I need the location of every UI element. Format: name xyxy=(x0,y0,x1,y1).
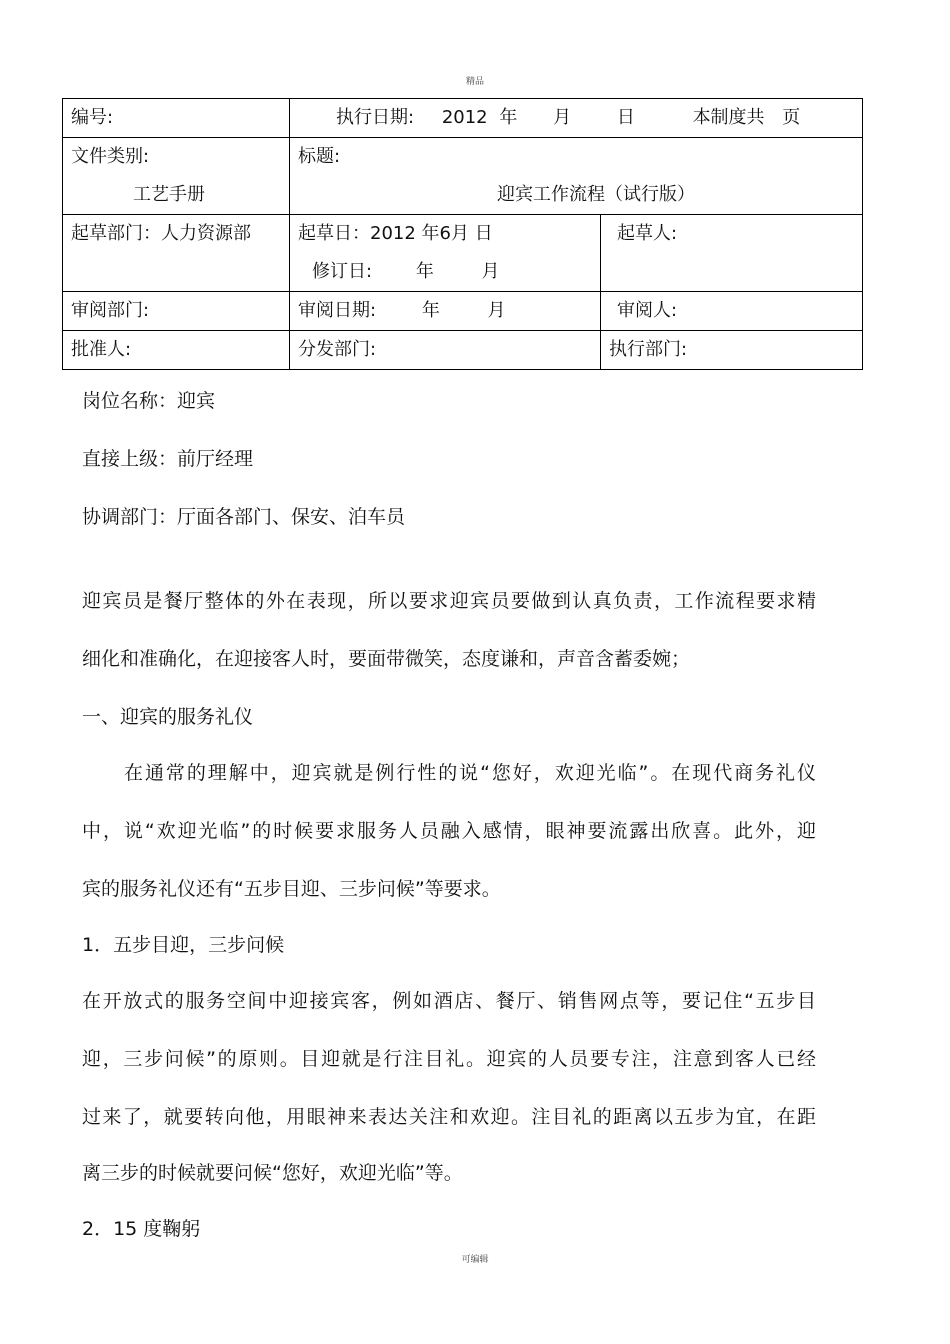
draft-date-cell: 起草日：2012 年6月 日 修订日: 年 月 xyxy=(290,215,601,292)
title-cell: 标题: 迎宾工作流程（试行版） xyxy=(290,138,863,215)
draft-dept-cell: 起草部门：人力资源部 xyxy=(63,215,290,292)
reviewer-cell: 审阅人: xyxy=(601,292,863,331)
subsection-2-heading: 2．15 度鞠躬 xyxy=(82,1218,201,1240)
section-1-heading: 一、迎宾的服务礼仪 xyxy=(82,706,254,728)
exec-date-cell: 执行日期: 2012 年 月 日 本制度共 页 xyxy=(290,99,863,138)
para1-line-3: 宾的服务礼仪还有“五步目迎、三步问候”等要求。 xyxy=(82,878,501,900)
coord-depts: 协调部门：厅面各部门、保安、泊车员 xyxy=(82,506,406,528)
para1-line-2: 中，说“欢迎光临”的时候要求服务人员融入感情，眼神要流露出欣喜。此外，迎 xyxy=(82,820,816,842)
subsection-1-heading: 1．五步目迎，三步问候 xyxy=(82,934,285,956)
code-cell: 编号: xyxy=(63,99,290,138)
para2-line-2: 迎，三步问候”的原则。目迎就是行注目礼。迎宾的人员要专注，注意到客人已经 xyxy=(82,1048,816,1070)
review-date-cell: 审阅日期: 年 月 xyxy=(290,292,601,331)
para2-line-3: 过来了，就要转向他，用眼神来表达关注和欢迎。注目礼的距离以五步为宜，在距 xyxy=(82,1106,816,1128)
dist-dept-cell: 分发部门: xyxy=(290,331,601,370)
drafter-cell: 起草人: xyxy=(601,215,863,292)
page-header: 精品 xyxy=(465,77,484,87)
para2-line-4: 离三步的时候就要问候“您好，欢迎光临”等。 xyxy=(82,1162,463,1184)
para1-line-1: 在通常的理解中，迎宾就是例行性的说“您好，欢迎光临”。在现代商务礼仪 xyxy=(124,762,816,784)
intro-line-1: 迎宾员是餐厅整体的外在表现，所以要求迎宾员要做到认真负责，工作流程要求精 xyxy=(82,590,816,612)
para2-line-1: 在开放式的服务空间中迎接宾客，例如酒店、餐厅、销售网点等，要记住“五步目 xyxy=(82,990,816,1012)
direct-superior: 直接上级：前厅经理 xyxy=(82,448,254,470)
intro-line-2: 细化和准确化，在迎接客人时，要面带微笑，态度谦和，声音含蓄委婉； xyxy=(82,648,691,670)
approver-cell: 批准人: xyxy=(63,331,290,370)
document-info-table xyxy=(62,98,863,370)
exec-dept-cell: 执行部门: xyxy=(601,331,863,370)
post-name: 岗位名称：迎宾 xyxy=(82,390,216,412)
doc-type-cell: 文件类别: 工艺手册 xyxy=(63,138,290,215)
page-footer: 可编辑 xyxy=(461,1255,489,1265)
review-dept-cell: 审阅部门: xyxy=(63,292,290,331)
